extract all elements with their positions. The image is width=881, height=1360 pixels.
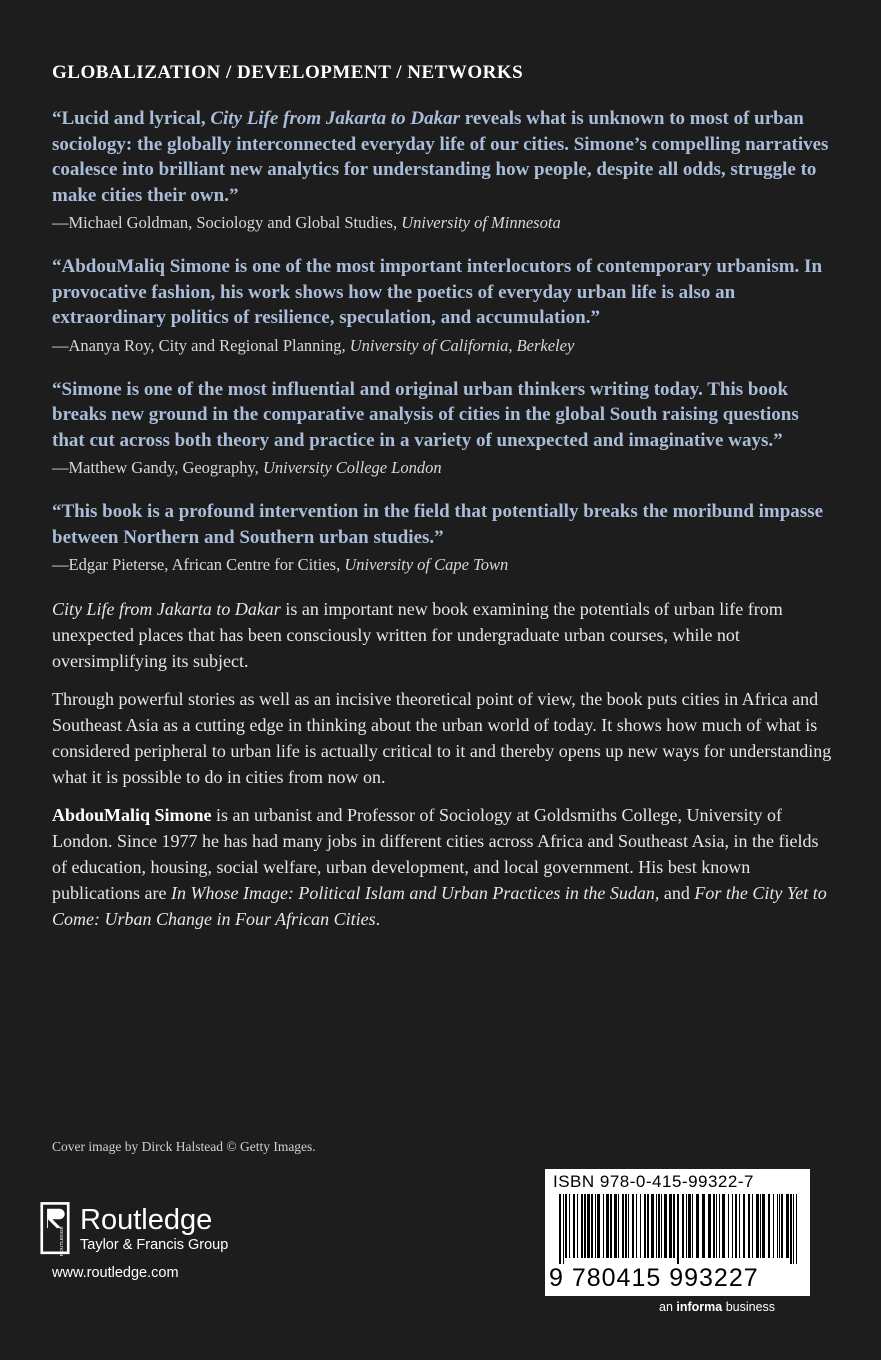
barcode-bar <box>565 1194 567 1258</box>
quote-text: “Lucid and lyrical, City Life from Jakarta to Dakar reveals what is unknown to most of urban sociology: the globally interconnected everyday life of our cities. Simone’s compelling narratives coalesce into brilliant new analytics for understanding how people, despite all odds, struggle to make cities their own.” <box>52 108 829 206</box>
barcode-bar <box>587 1194 590 1258</box>
barcode-bar <box>606 1194 609 1258</box>
barcode-bar <box>577 1194 578 1258</box>
publication-title: For the City Yet to Come: Urban Change in Four African Cities <box>52 883 827 929</box>
barcode-bar <box>640 1194 641 1258</box>
barcode-bar <box>748 1194 750 1258</box>
routledge-mark-icon <box>40 1200 70 1258</box>
barcode-bar <box>739 1194 740 1258</box>
barcode-bar <box>777 1194 778 1258</box>
barcode-bar <box>756 1194 759 1258</box>
publisher-website[interactable]: www.routledge.com <box>52 1265 179 1281</box>
barcode-bar <box>696 1194 699 1258</box>
barcode-icon <box>553 1194 803 1264</box>
barcode-bar <box>779 1194 780 1258</box>
barcode-bar <box>732 1194 733 1258</box>
barcode-bar <box>610 1194 612 1258</box>
logo-vertical-text: ROUTLEDGE <box>59 1226 65 1257</box>
category-heading: GLOBALIZATION / DEVELOPMENT / NETWORKS <box>52 62 524 83</box>
barcode-bar <box>669 1194 672 1258</box>
barcode-bar <box>702 1194 705 1258</box>
endorsements <box>52 106 832 576</box>
barcode-bar <box>713 1194 715 1258</box>
barcode-bar <box>677 1194 679 1264</box>
endorsement-quote <box>52 499 832 576</box>
barcode-bar <box>622 1194 624 1258</box>
quote-attribution: —Ananya Roy, City and Regional Planning, University of California, Berkeley <box>52 335 575 355</box>
barcode-bar <box>686 1194 687 1258</box>
publisher-wordmark <box>80 1205 228 1253</box>
barcode-bar <box>728 1194 729 1258</box>
barcode-bar <box>716 1194 717 1258</box>
cover-image-credit: Cover image by Dirck Halstead © Getty Images. <box>52 1139 316 1154</box>
barcode-bar <box>618 1194 619 1258</box>
publisher-name: Routledge <box>80 1204 213 1236</box>
barcode-bar <box>760 1194 761 1258</box>
isbn-label: ISBN 978-0-415-99322-7 <box>553 1172 754 1191</box>
quote-text: “Simone is one of the most influential and original urban thinkers writing today. This book breaks new ground in the comparative analysis of cities in the global South raising questions that cut across both theory and practice in a variety of unexpected and imaginative ways.” <box>52 378 799 451</box>
barcode-bar <box>796 1194 797 1264</box>
barcode-bar <box>773 1194 774 1258</box>
barcode-bar <box>591 1194 593 1258</box>
endorsement-quote <box>52 377 832 480</box>
barcode-bar <box>658 1194 660 1258</box>
back-cover-content <box>52 62 832 944</box>
barcode-bar <box>743 1194 745 1258</box>
barcode-bar <box>628 1194 629 1258</box>
barcode-bar <box>688 1194 691 1258</box>
barcode-bar <box>781 1194 783 1258</box>
author-name: AbdouMaliq Simone <box>52 805 212 825</box>
quote-attribution: —Michael Goldman, Sociology and Global Studies, University of Minnesota <box>52 213 561 232</box>
barcode-bar <box>581 1194 583 1258</box>
endorsement-quote <box>52 254 832 357</box>
barcode-bar <box>614 1194 617 1258</box>
publication-title: In Whose Image: Political Islam and Urban Practices in the Sudan, <box>170 883 660 903</box>
barcode-bar <box>708 1194 711 1258</box>
barcode-bar <box>790 1194 792 1264</box>
barcode-bar <box>768 1194 770 1258</box>
quote-attribution: —Matthew Gandy, Geography, University College London <box>52 458 442 477</box>
barcode-bar <box>647 1194 649 1258</box>
routledge-logo <box>40 1200 228 1258</box>
barcode-bar <box>673 1194 675 1258</box>
barcode-bar <box>595 1194 596 1258</box>
barcode-bar <box>636 1194 637 1258</box>
barcode-bar <box>735 1194 737 1258</box>
endorsement-quote <box>52 106 832 234</box>
barcode-bar <box>644 1194 646 1258</box>
barcode-bar <box>692 1194 693 1258</box>
quote-text: “AbdouMaliq Simone is one of the most important interlocutors of contemporary urbanism. In provocative fashion, his work shows how the poetics of everyday urban life is also an extraordinary politics of resilience, speculation, and accumulation.” <box>52 256 823 328</box>
barcode-bar <box>722 1194 725 1258</box>
barcode-bar <box>625 1194 627 1258</box>
barcode-bar <box>573 1194 575 1258</box>
barcode-bar <box>719 1194 720 1258</box>
barcode-bar <box>584 1194 586 1258</box>
barcode-bar <box>632 1194 634 1258</box>
barcode-bar <box>786 1194 789 1258</box>
barcode-bar <box>597 1194 600 1258</box>
barcode-bar <box>563 1194 564 1264</box>
quote-attribution: —Edgar Pieterse, African Centre for Cities, University of Cape Town <box>52 555 509 574</box>
barcode-bar <box>569 1194 570 1258</box>
description-paragraph-1: City Life from Jakarta to Dakar is an important new book examining the potentials of urban life from unexpected places that has been consciously written for undergraduate urban courses, while not oversimplifying its subject. <box>52 599 783 671</box>
description-paragraph-2: Through powerful stories as well as an incisive theoretical point of view, the book puts cities in Africa and Southeast Asia as a cutting edge in thinking about the urban world of today. It shows how much of what is considered peripheral to urban life is actually critical to it and thereby opens up new ways for understanding what it is possible to do in cities from now on. <box>52 689 832 787</box>
barcode-bar <box>656 1194 657 1258</box>
barcode-bar <box>682 1194 684 1258</box>
barcode-digits: 9 780415 993227 <box>549 1264 759 1292</box>
barcode-bar <box>603 1194 604 1258</box>
publisher-group: Taylor & Francis Group <box>80 1237 229 1253</box>
barcode-bar <box>793 1194 794 1264</box>
quote-text: “This book is a profound intervention in the field that potentially breaks the moribund impasse between Northern and Southern urban studies.” <box>52 501 824 548</box>
barcode-bar <box>664 1194 667 1258</box>
barcode-bar <box>762 1194 765 1258</box>
book-title: City Life from Jakarta to Dakar <box>52 599 281 619</box>
barcode-bar <box>661 1194 662 1258</box>
author-bio: AbdouMaliq Simone is an urbanist and Professor of Sociology at Goldsmiths College, University of London. Since 1977 he has had many jobs in different cities across Africa and Southeast Asia, in the fields of education, housing, social welfare, urban development, and local government. His best known publications are In Whose Image: Political Islam and Urban Practices in the Sudan, and For the City Yet to Come: Urban Change in Four African Cities. <box>52 805 827 929</box>
barcode-bar <box>559 1194 561 1264</box>
barcode-bar <box>752 1194 753 1258</box>
isbn-barcode <box>545 1169 810 1296</box>
informa-business-tag: an informa business <box>659 1300 776 1314</box>
barcode-bar <box>651 1194 654 1258</box>
